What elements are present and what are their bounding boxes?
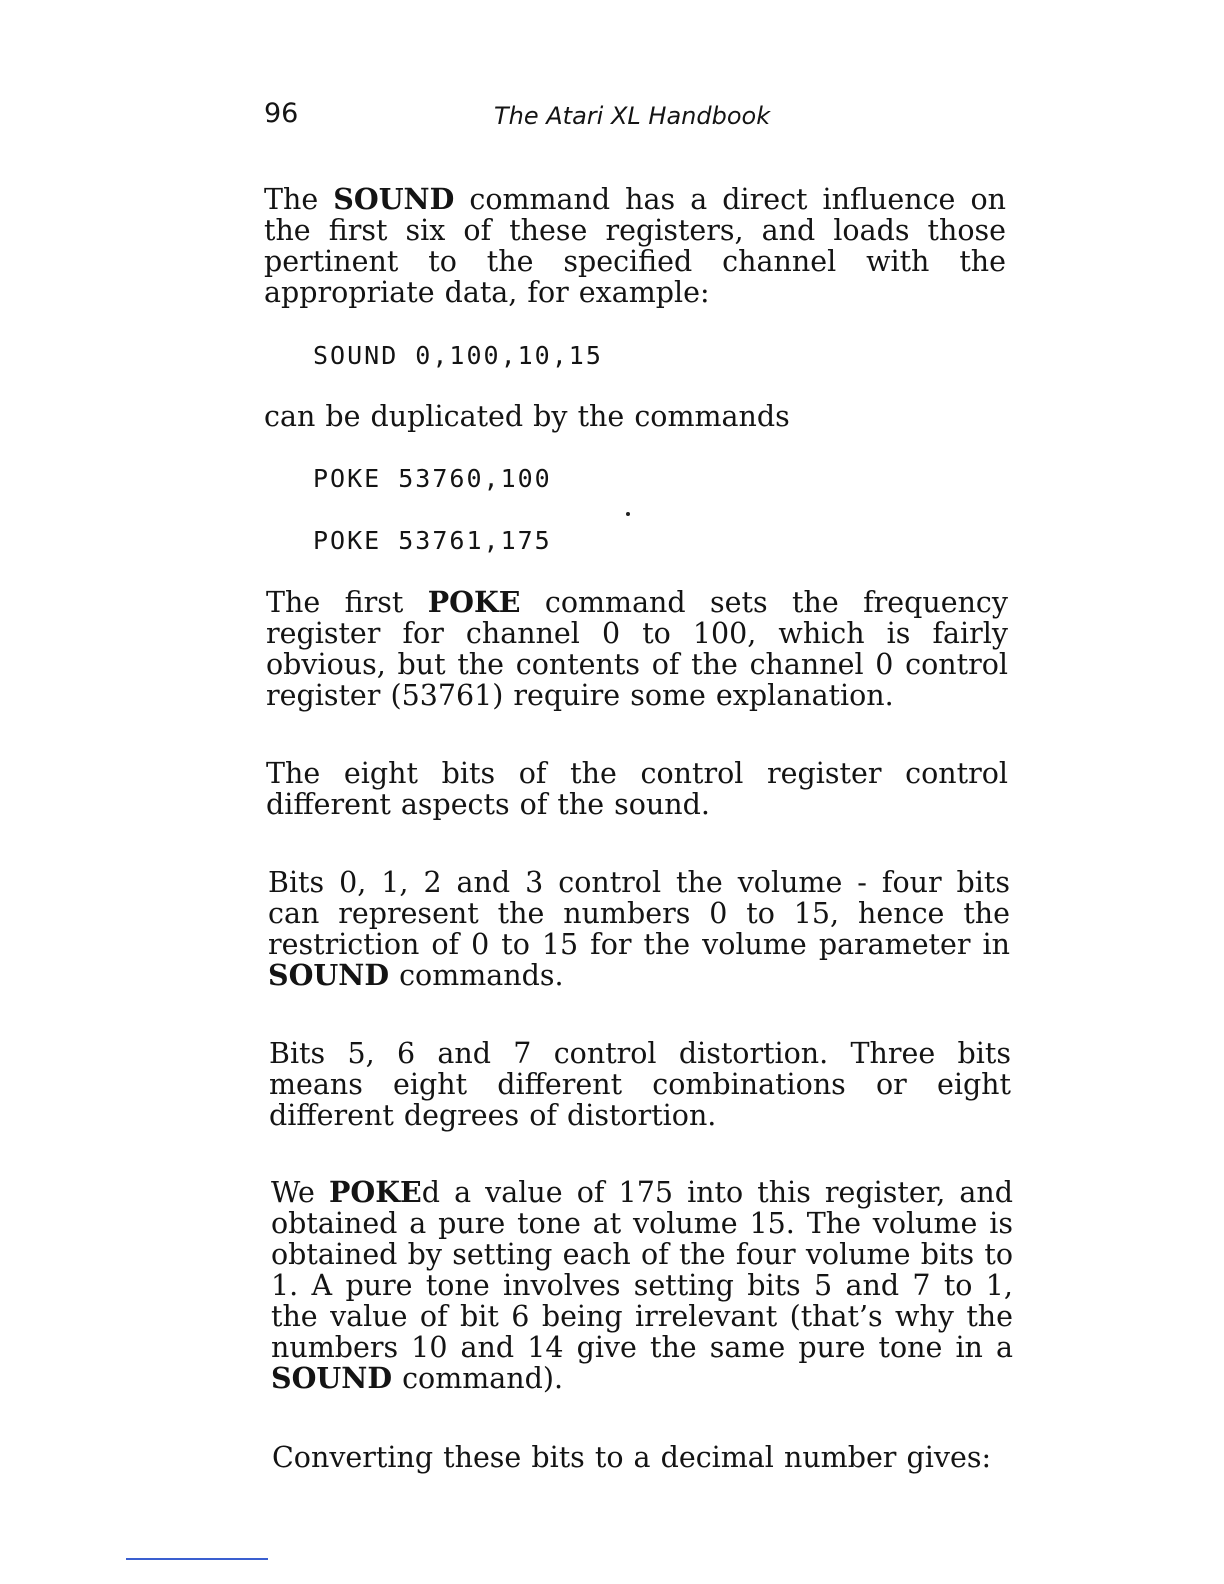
code-line-poke-control: POKE 53761,175	[313, 526, 552, 555]
keyword-poke: POKE	[328, 1175, 422, 1209]
paragraph-eight-bits: The eight bits of the control register control different aspects of the sound.	[266, 757, 1008, 821]
text-run: We	[271, 1176, 329, 1209]
keyword-poke: POKE	[427, 585, 521, 619]
page-number: 96	[264, 98, 299, 129]
footer-rule	[126, 1558, 268, 1560]
running-title: The Atari XL Handbook	[494, 102, 771, 130]
paragraph-volume-bits	[268, 867, 1010, 991]
keyword-sound: SOUND	[271, 1361, 393, 1395]
text-run: command).	[392, 1362, 564, 1395]
print-speck	[626, 512, 630, 516]
paragraph-converting: Converting these bits to a decimal number gives:	[272, 1441, 992, 1474]
text-run: command has a direct influence on the first six of these registers, and loads those pertinent to the specified channel with the appropriate data, for example:	[264, 183, 1006, 309]
text-run: command sets the frequency register for channel 0 to 100, which is fairly obvious, but the contents of the channel 0 control register (53761) require some explanation.	[266, 586, 1008, 712]
paragraph-distortion-bits: Bits 5, 6 and 7 control distortion. Three bits means eight different combinations or eight different degrees of distortion.	[269, 1037, 1011, 1132]
text-run: The	[264, 183, 334, 216]
paragraph-sound-command	[264, 184, 1006, 308]
code-line-sound: SOUND 0,100,10,15	[313, 341, 603, 370]
text-run: d a value of 175 into this register, and obtained a pure tone at volume 15. The volume is obtained by setting each of the four volume bits to 1. A pure tone involves setting bits 5 and 7 to 1, the value of bit 6 being irrelevant (that’s why the numbers 10 and 14 give the same pure tone in a	[271, 1176, 1013, 1364]
code-line-poke-frequency: POKE 53760,100	[313, 464, 552, 493]
text-run: The first	[266, 586, 428, 619]
page-header	[264, 96, 1024, 136]
text-run: Bits 0, 1, 2 and 3 control the volume - four bits can represent the numbers 0 to 15, hence the restriction of 0 to 15 for the volume parameter in	[268, 866, 1010, 961]
text-run: commands.	[389, 959, 564, 992]
paragraph-poked-value	[271, 1177, 1013, 1394]
keyword-sound: SOUND	[333, 182, 455, 216]
paragraph-duplicated: can be duplicated by the commands	[264, 400, 790, 433]
keyword-sound: SOUND	[268, 958, 390, 992]
paragraph-first-poke	[266, 587, 1008, 711]
